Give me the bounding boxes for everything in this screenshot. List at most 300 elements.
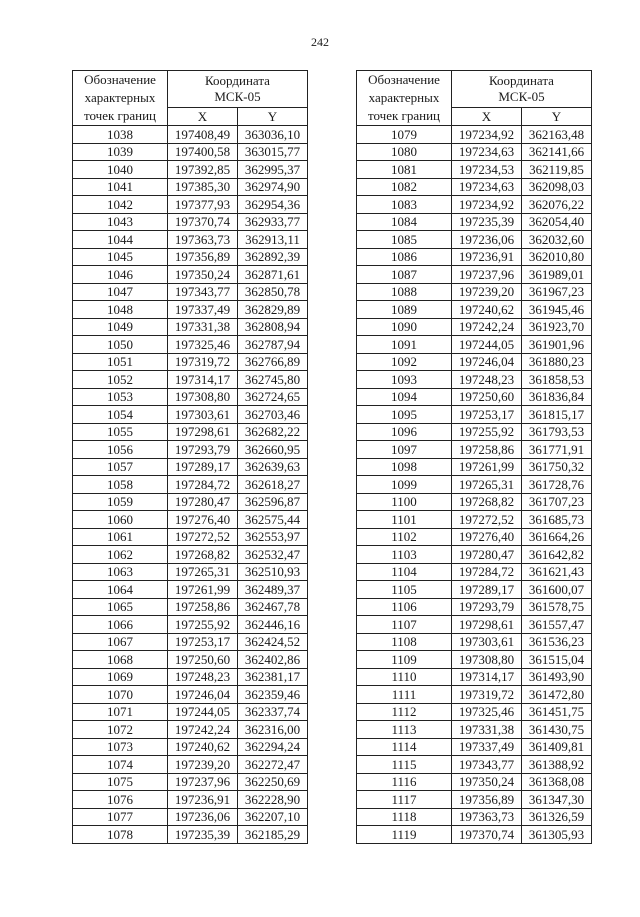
y-coordinate-cell: 361771,91	[522, 441, 592, 459]
y-coordinate-cell: 361664,26	[522, 528, 592, 546]
x-coordinate-cell: 197234,92	[452, 196, 522, 214]
point-id-cell: 1116	[357, 773, 452, 791]
y-coordinate-cell: 362974,90	[238, 178, 308, 196]
point-id-cell: 1055	[73, 423, 168, 441]
point-id-cell: 1065	[73, 598, 168, 616]
x-coordinate-cell: 197250,60	[452, 388, 522, 406]
x-coordinate-cell: 197343,77	[452, 756, 522, 774]
table-row	[73, 686, 308, 704]
table-row	[73, 301, 308, 319]
table-row	[73, 336, 308, 354]
x-coordinate-cell: 197298,61	[168, 423, 238, 441]
x-coordinate-cell: 197325,46	[168, 336, 238, 354]
point-id-cell: 1090	[357, 318, 452, 336]
x-coordinate-cell: 197337,49	[452, 738, 522, 756]
x-coordinate-cell: 197255,92	[452, 423, 522, 441]
x-coordinate-cell: 197234,63	[452, 178, 522, 196]
x-coordinate-cell: 197239,20	[452, 283, 522, 301]
header-designation-line-2: характерных	[84, 90, 156, 105]
table-body-left	[73, 126, 308, 844]
point-id-cell: 1041	[73, 178, 168, 196]
y-coordinate-cell: 362337,74	[238, 703, 308, 721]
point-id-cell: 1072	[73, 721, 168, 739]
y-coordinate-cell: 361600,07	[522, 581, 592, 599]
table-row	[357, 808, 592, 826]
y-coordinate-cell: 362766,89	[238, 353, 308, 371]
x-coordinate-cell: 197303,61	[452, 633, 522, 651]
point-id-cell: 1070	[73, 686, 168, 704]
table-row	[357, 791, 592, 809]
x-coordinate-cell: 197240,62	[452, 301, 522, 319]
coordinates-table-left	[72, 70, 308, 844]
x-coordinate-cell: 197250,60	[168, 651, 238, 669]
y-coordinate-cell: 361685,73	[522, 511, 592, 529]
x-coordinate-cell: 197284,72	[168, 476, 238, 494]
point-id-cell: 1103	[357, 546, 452, 564]
x-coordinate-cell: 197289,17	[452, 581, 522, 599]
point-id-cell: 1047	[73, 283, 168, 301]
header-coordinate-line-1: Координата	[205, 72, 270, 88]
point-id-cell: 1108	[357, 633, 452, 651]
x-coordinate-cell: 197240,62	[168, 738, 238, 756]
point-id-cell: 1038	[73, 126, 168, 144]
table-row	[73, 546, 308, 564]
x-coordinate-cell: 197234,63	[452, 143, 522, 161]
table-row	[73, 143, 308, 161]
point-id-cell: 1039	[73, 143, 168, 161]
x-coordinate-cell: 197392,85	[168, 161, 238, 179]
y-coordinate-cell: 361880,23	[522, 353, 592, 371]
header-designation-line-1: Обозначение	[368, 72, 440, 87]
header-coordinate-line-2: МСК-05	[214, 88, 261, 104]
table-row	[357, 178, 592, 196]
point-id-cell: 1117	[357, 791, 452, 809]
y-coordinate-cell: 361515,04	[522, 651, 592, 669]
y-coordinate-cell: 362054,40	[522, 213, 592, 231]
x-coordinate-cell: 197236,91	[168, 791, 238, 809]
y-coordinate-cell: 361368,08	[522, 773, 592, 791]
point-id-cell: 1044	[73, 231, 168, 249]
table-row	[73, 441, 308, 459]
y-coordinate-cell: 362682,22	[238, 423, 308, 441]
point-id-cell: 1107	[357, 616, 452, 634]
table-row	[73, 703, 308, 721]
point-id-cell: 1042	[73, 196, 168, 214]
x-coordinate-cell: 197280,47	[168, 493, 238, 511]
point-id-cell: 1061	[73, 528, 168, 546]
table-row	[73, 773, 308, 791]
x-coordinate-cell: 197356,89	[168, 248, 238, 266]
x-coordinate-cell: 197276,40	[452, 528, 522, 546]
x-coordinate-cell: 197356,89	[452, 791, 522, 809]
y-coordinate-cell: 362532,47	[238, 546, 308, 564]
point-id-cell: 1078	[73, 826, 168, 844]
y-coordinate-cell: 362808,94	[238, 318, 308, 336]
y-coordinate-cell: 361430,75	[522, 721, 592, 739]
y-coordinate-cell: 362745,80	[238, 371, 308, 389]
table-row	[73, 248, 308, 266]
table-row	[73, 388, 308, 406]
point-id-cell: 1114	[357, 738, 452, 756]
table-row	[73, 231, 308, 249]
table-row	[357, 528, 592, 546]
x-coordinate-cell: 197268,82	[452, 493, 522, 511]
table-row	[357, 143, 592, 161]
table-row	[357, 301, 592, 319]
header-y: Y	[238, 107, 308, 125]
y-coordinate-cell: 362933,77	[238, 213, 308, 231]
point-id-cell: 1069	[73, 668, 168, 686]
y-coordinate-cell: 362829,89	[238, 301, 308, 319]
x-coordinate-cell: 197289,17	[168, 458, 238, 476]
y-coordinate-cell: 361409,81	[522, 738, 592, 756]
point-id-cell: 1040	[73, 161, 168, 179]
header-x: X	[452, 107, 522, 125]
x-coordinate-cell: 197343,77	[168, 283, 238, 301]
point-id-cell: 1060	[73, 511, 168, 529]
y-coordinate-cell: 361305,93	[522, 826, 592, 844]
y-coordinate-cell: 361557,47	[522, 616, 592, 634]
header-coordinate-line-1: Координата	[489, 72, 554, 88]
y-coordinate-cell: 361815,17	[522, 406, 592, 424]
point-id-cell: 1113	[357, 721, 452, 739]
table-row	[73, 528, 308, 546]
y-coordinate-cell: 362850,78	[238, 283, 308, 301]
x-coordinate-cell: 197235,39	[168, 826, 238, 844]
point-id-cell: 1071	[73, 703, 168, 721]
x-coordinate-cell: 197242,24	[168, 721, 238, 739]
table-row	[357, 668, 592, 686]
y-coordinate-cell: 362871,61	[238, 266, 308, 284]
table-row	[73, 161, 308, 179]
x-coordinate-cell: 197248,23	[452, 371, 522, 389]
y-coordinate-cell: 361793,53	[522, 423, 592, 441]
y-coordinate-cell: 361750,32	[522, 458, 592, 476]
table-row	[357, 353, 592, 371]
point-id-cell: 1086	[357, 248, 452, 266]
table-row	[357, 546, 592, 564]
x-coordinate-cell: 197293,79	[168, 441, 238, 459]
point-id-cell: 1046	[73, 266, 168, 284]
y-coordinate-cell: 361858,53	[522, 371, 592, 389]
y-coordinate-cell: 362639,63	[238, 458, 308, 476]
point-id-cell: 1085	[357, 231, 452, 249]
table-row	[357, 423, 592, 441]
table-row	[357, 721, 592, 739]
y-coordinate-cell: 362954,36	[238, 196, 308, 214]
y-coordinate-cell: 361923,70	[522, 318, 592, 336]
table-row	[357, 441, 592, 459]
table-row	[73, 318, 308, 336]
table-row	[73, 371, 308, 389]
point-id-cell: 1081	[357, 161, 452, 179]
y-coordinate-cell: 362913,11	[238, 231, 308, 249]
table-row	[73, 476, 308, 494]
y-coordinate-cell: 361536,23	[522, 633, 592, 651]
point-id-cell: 1098	[357, 458, 452, 476]
table-row	[357, 336, 592, 354]
y-coordinate-cell: 362272,47	[238, 756, 308, 774]
point-id-cell: 1059	[73, 493, 168, 511]
y-coordinate-cell: 362467,78	[238, 598, 308, 616]
table-row	[357, 318, 592, 336]
x-coordinate-cell: 197253,17	[168, 633, 238, 651]
point-id-cell: 1094	[357, 388, 452, 406]
y-coordinate-cell: 362402,86	[238, 651, 308, 669]
x-coordinate-cell: 197314,17	[168, 371, 238, 389]
table-row	[357, 773, 592, 791]
x-coordinate-cell: 197272,52	[452, 511, 522, 529]
point-id-cell: 1079	[357, 126, 452, 144]
table-row	[357, 633, 592, 651]
table-row	[357, 493, 592, 511]
table-row	[73, 738, 308, 756]
header-y: Y	[522, 107, 592, 125]
x-coordinate-cell: 197234,53	[452, 161, 522, 179]
table-row	[357, 161, 592, 179]
point-id-cell: 1104	[357, 563, 452, 581]
y-coordinate-cell: 362575,44	[238, 511, 308, 529]
y-coordinate-cell: 362098,03	[522, 178, 592, 196]
x-coordinate-cell: 197244,05	[452, 336, 522, 354]
point-id-cell: 1048	[73, 301, 168, 319]
table-row	[73, 266, 308, 284]
y-coordinate-cell: 361901,96	[522, 336, 592, 354]
table-row	[357, 371, 592, 389]
point-id-cell: 1105	[357, 581, 452, 599]
point-id-cell: 1095	[357, 406, 452, 424]
y-coordinate-cell: 362596,87	[238, 493, 308, 511]
x-coordinate-cell: 197272,52	[168, 528, 238, 546]
x-coordinate-cell: 197385,30	[168, 178, 238, 196]
table-row	[357, 213, 592, 231]
header-designation-line-1: Обозначение	[84, 72, 156, 87]
y-coordinate-cell: 362076,22	[522, 196, 592, 214]
point-id-cell: 1088	[357, 283, 452, 301]
table-row	[73, 458, 308, 476]
table-row	[73, 283, 308, 301]
table-row	[357, 686, 592, 704]
y-coordinate-cell: 362510,93	[238, 563, 308, 581]
header-designation-line-2: характерных	[368, 90, 440, 105]
point-id-cell: 1057	[73, 458, 168, 476]
point-id-cell: 1077	[73, 808, 168, 826]
point-id-cell: 1100	[357, 493, 452, 511]
table-row	[357, 756, 592, 774]
y-coordinate-cell: 361578,75	[522, 598, 592, 616]
table-row	[73, 808, 308, 826]
point-id-cell: 1075	[73, 773, 168, 791]
point-id-cell: 1112	[357, 703, 452, 721]
y-coordinate-cell: 362163,48	[522, 126, 592, 144]
y-coordinate-cell: 362316,00	[238, 721, 308, 739]
y-coordinate-cell: 362359,46	[238, 686, 308, 704]
y-coordinate-cell: 361493,90	[522, 668, 592, 686]
point-id-cell: 1073	[73, 738, 168, 756]
point-id-cell: 1058	[73, 476, 168, 494]
header-designation-line-3: точек границ	[83, 108, 157, 123]
header-coordinate	[452, 71, 592, 108]
table-row	[73, 791, 308, 809]
point-id-cell: 1064	[73, 581, 168, 599]
x-coordinate-cell: 197319,72	[452, 686, 522, 704]
point-id-cell: 1087	[357, 266, 452, 284]
y-coordinate-cell: 361451,75	[522, 703, 592, 721]
point-id-cell: 1080	[357, 143, 452, 161]
table-row	[357, 196, 592, 214]
y-coordinate-cell: 361728,76	[522, 476, 592, 494]
y-coordinate-cell: 362446,16	[238, 616, 308, 634]
table-row	[73, 196, 308, 214]
table-row	[357, 703, 592, 721]
point-id-cell: 1056	[73, 441, 168, 459]
y-coordinate-cell: 363036,10	[238, 126, 308, 144]
y-coordinate-cell: 362032,60	[522, 231, 592, 249]
table-row	[357, 476, 592, 494]
y-coordinate-cell: 362228,90	[238, 791, 308, 809]
x-coordinate-cell: 197261,99	[452, 458, 522, 476]
y-coordinate-cell: 362185,29	[238, 826, 308, 844]
x-coordinate-cell: 197253,17	[452, 406, 522, 424]
table-row	[73, 353, 308, 371]
x-coordinate-cell: 197319,72	[168, 353, 238, 371]
table-row	[357, 826, 592, 844]
point-id-cell: 1089	[357, 301, 452, 319]
x-coordinate-cell: 197276,40	[168, 511, 238, 529]
table-row	[73, 213, 308, 231]
table-row	[357, 616, 592, 634]
table-row	[73, 616, 308, 634]
y-coordinate-cell: 362424,52	[238, 633, 308, 651]
x-coordinate-cell: 197236,91	[452, 248, 522, 266]
point-id-cell: 1091	[357, 336, 452, 354]
x-coordinate-cell: 197363,73	[452, 808, 522, 826]
table-row	[73, 178, 308, 196]
table-row	[357, 598, 592, 616]
y-coordinate-cell: 362119,85	[522, 161, 592, 179]
point-id-cell: 1099	[357, 476, 452, 494]
table-row	[357, 231, 592, 249]
x-coordinate-cell: 197331,38	[452, 721, 522, 739]
x-coordinate-cell: 197308,80	[168, 388, 238, 406]
table-row	[357, 563, 592, 581]
table-row	[73, 511, 308, 529]
y-coordinate-cell: 361967,23	[522, 283, 592, 301]
x-coordinate-cell: 197377,93	[168, 196, 238, 214]
table-row	[73, 581, 308, 599]
point-id-cell: 1052	[73, 371, 168, 389]
header-coordinate-line-2: МСК-05	[498, 88, 545, 104]
table-row	[73, 633, 308, 651]
x-coordinate-cell: 197303,61	[168, 406, 238, 424]
table-row	[73, 668, 308, 686]
point-id-cell: 1054	[73, 406, 168, 424]
table-row	[73, 826, 308, 844]
table-row	[73, 756, 308, 774]
header-designation	[357, 71, 452, 126]
y-coordinate-cell: 362010,80	[522, 248, 592, 266]
table-row	[357, 406, 592, 424]
point-id-cell: 1096	[357, 423, 452, 441]
x-coordinate-cell: 197400,58	[168, 143, 238, 161]
point-id-cell: 1082	[357, 178, 452, 196]
point-id-cell: 1043	[73, 213, 168, 231]
x-coordinate-cell: 197258,86	[168, 598, 238, 616]
table-row	[73, 721, 308, 739]
point-id-cell: 1093	[357, 371, 452, 389]
table-row	[357, 388, 592, 406]
point-id-cell: 1084	[357, 213, 452, 231]
point-id-cell: 1062	[73, 546, 168, 564]
x-coordinate-cell: 197235,39	[452, 213, 522, 231]
x-coordinate-cell: 197350,24	[168, 266, 238, 284]
y-coordinate-cell: 362141,66	[522, 143, 592, 161]
table-row	[357, 511, 592, 529]
x-coordinate-cell: 197255,92	[168, 616, 238, 634]
table-row	[73, 406, 308, 424]
point-id-cell: 1102	[357, 528, 452, 546]
point-id-cell: 1097	[357, 441, 452, 459]
point-id-cell: 1106	[357, 598, 452, 616]
point-id-cell: 1053	[73, 388, 168, 406]
x-coordinate-cell: 197363,73	[168, 231, 238, 249]
x-coordinate-cell: 197280,47	[452, 546, 522, 564]
y-coordinate-cell: 362250,69	[238, 773, 308, 791]
y-coordinate-cell: 362703,46	[238, 406, 308, 424]
y-coordinate-cell: 362553,97	[238, 528, 308, 546]
header-designation	[73, 71, 168, 126]
point-id-cell: 1110	[357, 668, 452, 686]
x-coordinate-cell: 197237,96	[452, 266, 522, 284]
point-id-cell: 1111	[357, 686, 452, 704]
point-id-cell: 1092	[357, 353, 452, 371]
table-row	[357, 581, 592, 599]
x-coordinate-cell: 197350,24	[452, 773, 522, 791]
point-id-cell: 1067	[73, 633, 168, 651]
table-row	[73, 598, 308, 616]
x-coordinate-cell: 197370,74	[168, 213, 238, 231]
x-coordinate-cell: 197246,04	[452, 353, 522, 371]
x-coordinate-cell: 197239,20	[168, 756, 238, 774]
x-coordinate-cell: 197265,31	[168, 563, 238, 581]
point-id-cell: 1066	[73, 616, 168, 634]
page-number: 242	[311, 35, 329, 49]
point-id-cell: 1074	[73, 756, 168, 774]
point-id-cell: 1076	[73, 791, 168, 809]
y-coordinate-cell: 362294,24	[238, 738, 308, 756]
table-row	[73, 493, 308, 511]
y-coordinate-cell: 361707,23	[522, 493, 592, 511]
x-coordinate-cell: 197258,86	[452, 441, 522, 459]
point-id-cell: 1045	[73, 248, 168, 266]
x-coordinate-cell: 197246,04	[168, 686, 238, 704]
point-id-cell: 1118	[357, 808, 452, 826]
x-coordinate-cell: 197244,05	[168, 703, 238, 721]
y-coordinate-cell: 361472,80	[522, 686, 592, 704]
table-row	[357, 126, 592, 144]
x-coordinate-cell: 197331,38	[168, 318, 238, 336]
y-coordinate-cell: 362724,65	[238, 388, 308, 406]
x-coordinate-cell: 197268,82	[168, 546, 238, 564]
y-coordinate-cell: 361642,82	[522, 546, 592, 564]
x-coordinate-cell: 197236,06	[168, 808, 238, 826]
y-coordinate-cell: 362381,17	[238, 668, 308, 686]
x-coordinate-cell: 197325,46	[452, 703, 522, 721]
x-coordinate-cell: 197408,49	[168, 126, 238, 144]
table-row	[73, 563, 308, 581]
y-coordinate-cell: 362618,27	[238, 476, 308, 494]
y-coordinate-cell: 361836,84	[522, 388, 592, 406]
